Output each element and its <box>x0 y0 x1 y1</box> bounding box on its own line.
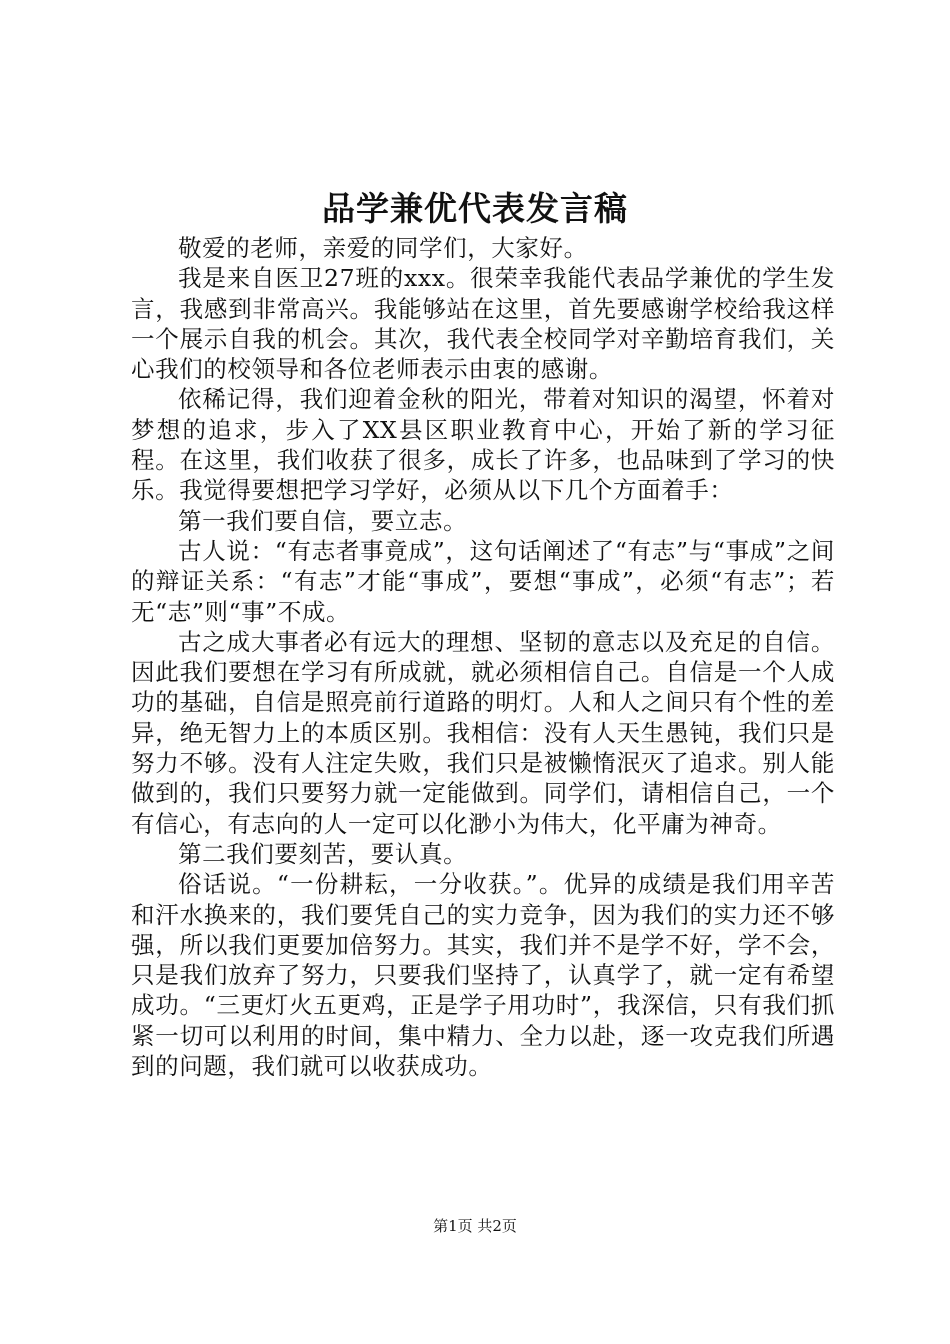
document-body <box>131 233 835 1081</box>
paragraph-memories: 依稀记得，我们迎着金秋的阳光，带着对知识的渴望，怀着对梦想的追求，步入了XX县区职业教育中心，开始了新的学习征程。在这里，我们收获了很多，成长了许多，也品味到了学习的快乐。我觉得要想把学习学好，必须从以下几个方面着手： <box>131 385 835 505</box>
paragraph-hard-work: 俗话说。“一份耕耘，一分收获。”。优异的成绩是我们用辛苦和汗水换来的，我们要凭自己的实力竞争，因为我们的实力还不够强，所以我们更要加倍努力。其实，我们并不是学不好，学不会，只是我们放弃了努力，只要我们坚持了，认真学了，就一定有希望成功。“三更灯火五更鸡，正是学子用功时”，我深信，只有我们抓紧一切可以利用的时间，集中精力、全力以赴，逐一攻克我们所遇到的问题，我们就可以收获成功。 <box>131 870 835 1081</box>
paragraph-ancient-saying: 古人说：“有志者事竟成”，这句话阐述了“有志”与“事成”之间的辩证关系：“有志”才能“事成”，要想“事成”，必须“有志”；若无“志”则“事”不成。 <box>131 536 835 626</box>
paragraph-point-two-heading: 第二我们要刻苦，要认真。 <box>178 839 468 868</box>
paragraph-greeting: 敬爱的老师，亲爱的同学们，大家好。 <box>178 234 588 262</box>
paragraph-introduction: 我是来自医卫27班的xxx。很荣幸我能代表品学兼优的学生发言，我感到非常高兴。我能够站在这里，首先要感谢学校给我这样一个展示自我的机会。其次，我代表全校同学对辛勤培育我们，关心我们的校领导和各位老师表示由衷的感谢。 <box>131 264 835 384</box>
page-number-footer: 第1页 共2页 <box>433 1217 517 1235</box>
paragraph-confidence: 古之成大事者必有远大的理想、坚韧的意志以及充足的自信。因此我们要想在学习有所成就，就必须相信自己。自信是一个人成功的基础，自信是照亮前行道路的明灯。人和人之间只有个性的差异，绝无智力上的本质区别。我相信：没有人天生愚钝，我们只是努力不够。没有人注定失败，我们只是被懒惰泯灭了追求。别人能做到的，我们只要努力就一定能做到。同学们，请相信自己，一个有信心，有志向的人一定可以化渺小为伟大，化平庸为神奇。 <box>131 627 835 838</box>
document-title: 品学兼优代表发言稿 <box>322 189 628 228</box>
paragraph-point-one-heading: 第一我们要自信，要立志。 <box>178 506 468 535</box>
